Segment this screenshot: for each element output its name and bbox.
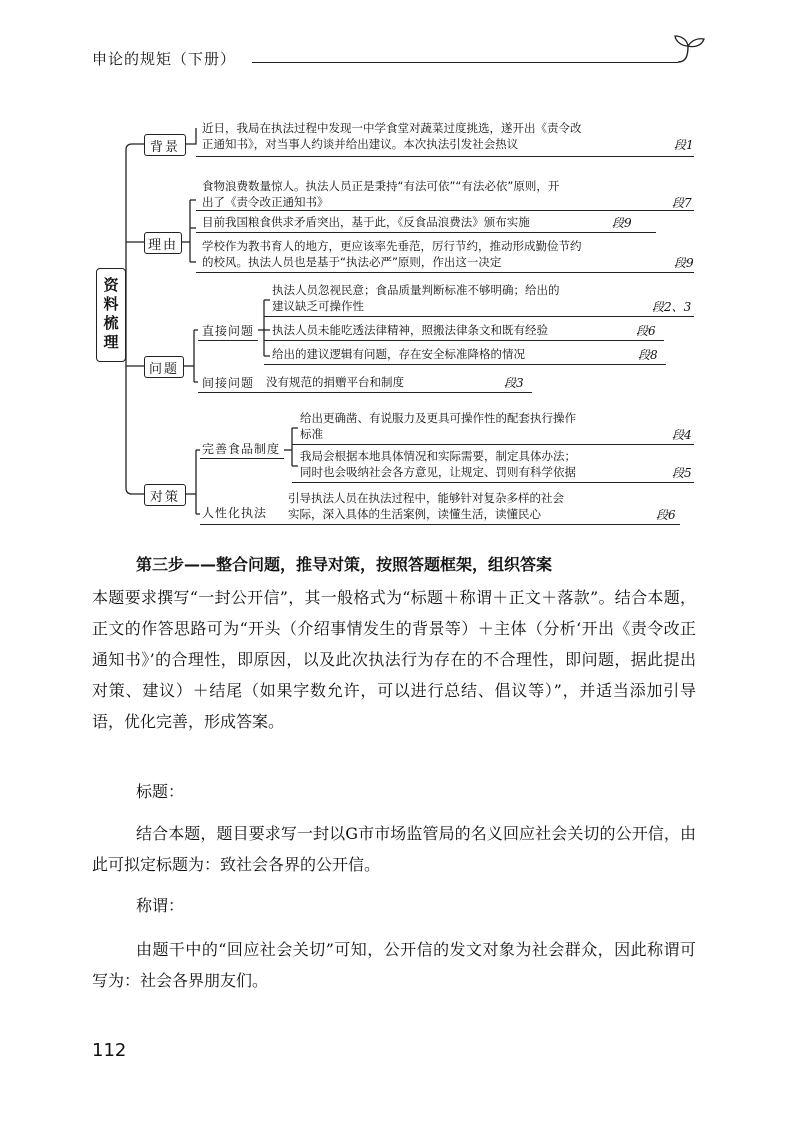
underline [198, 340, 258, 341]
underline [292, 482, 694, 483]
food-2-seg: 段5 [672, 466, 692, 480]
food-1-line2: 标准 [300, 427, 323, 441]
reason-2-line1: 目前我国粮食供求矛盾突出，基于此，《反食品浪费法》颁布实施 [202, 215, 530, 229]
reason-3-line1: 学校作为教书育人的地方，更应该率先垂范，厉行节约，推动形成勤俭节约 [202, 239, 582, 253]
node-improve-food-system: 完善食品制度 [202, 442, 281, 456]
direct-3-line1: 给出的建议逻辑有问题，存在安全标准降格的情况 [272, 347, 525, 361]
humane-line2: 实际，深入具体的生活案例，读懂生活，读懂民心 [288, 507, 541, 521]
underline [292, 444, 694, 445]
label-title: 标题： [136, 782, 185, 801]
running-header-title: 申论的规矩（下册） [92, 50, 237, 68]
indirect-seg: 段3 [504, 376, 524, 390]
food-2-line1: 我局会根据本地具体情况和实际需要，制定具体办法； [300, 449, 576, 463]
underline [264, 364, 666, 365]
reason-3-seg: 段9 [674, 256, 694, 270]
reason-3-line2: 的校风。执法人员也是基于“执法必严”原则，作出这一决定 [202, 255, 502, 269]
direct-3-seg: 段8 [638, 348, 658, 362]
underline [196, 232, 656, 233]
underline [196, 210, 694, 211]
step-heading: 第三步——整合问题，推导对策，按照答题框架，组织答案 [136, 555, 553, 574]
node-humane-enforcement: 人性化执法 [202, 506, 268, 520]
direct-1-line2: 建议缺乏可操作性 [272, 299, 364, 313]
node-direct-problem: 直接问题 [202, 324, 255, 338]
food-2-line2: 同时也会吸纳社会各方意见，让规定、罚则有科学依据 [300, 465, 576, 479]
underline [196, 156, 694, 157]
background-seg: 段1 [674, 138, 694, 152]
node-indirect-problem: 间接问题 [202, 376, 255, 390]
underline [200, 458, 284, 459]
humane-line1: 引导执法人员在执法过程中，能够针对复杂多样的社会 [288, 491, 564, 505]
paragraph-salutation: 由题干中的“回应社会关切”可知，公开信的发文对象为社会群众，因此称谓可写为：社会各界朋友们。 [92, 940, 696, 990]
background-text-line1: 近日，我局在执法过程中发现一中学食堂对蔬菜过度挑选，遂开出《责令改 [202, 121, 582, 135]
node-problem: 问题 [144, 356, 184, 378]
label-salutation: 称谓： [136, 896, 185, 915]
direct-1-line1: 执法人员忽视民意；食品质量判断标准不够明确；给出的 [272, 283, 560, 297]
direct-2-seg: 段6 [636, 324, 656, 338]
root-node-materials: 资料梳理 [96, 268, 126, 362]
page-number: 112 [92, 1040, 127, 1061]
underline [196, 272, 694, 273]
reason-1-line1: 食物浪费数量惊人。执法人员正是秉持“有法可依”“有法必依”原则，开 [202, 179, 560, 193]
direct-1-seg: 段2、3 [652, 300, 692, 314]
underline [200, 524, 680, 525]
node-countermeasure: 对策 [144, 484, 186, 506]
paragraph-title: 结合本题，题目要求写一封以G市市场监管局的名义回应社会关切的公开信，由此可拟定标题为：致社会各界的公开信。 [92, 824, 696, 874]
underline [264, 340, 664, 341]
humane-seg: 段6 [656, 508, 676, 522]
underline [264, 316, 694, 317]
paragraph-format: 本题要求撰写“一封公开信”，其一般格式为“标题＋称谓＋正文＋落款”。结合本题，正文的作答思路可为“开头（介绍事情发生的背景等）＋主体（分析‘开出《责令改正通知书》’的合理性，即原因，以及此次执法行为存在的不合理性，即问题，据此提出对策、建议）＋结尾（如果字数允许，可以进行总结、倡议等）”，并适当添加引导语，优化完善，形成答案。 [92, 588, 696, 731]
food-1-line1: 给出更确凿、有说服力及更具可操作性的配套执行操作 [300, 411, 576, 425]
indirect-text: 没有规范的捐赠平台和制度 [266, 375, 404, 389]
food-1-seg: 段4 [672, 428, 692, 442]
underline [198, 392, 532, 393]
background-text-line2: 正通知书》，对当事人约谈并给出建议。本次执法引发社会热议 [202, 137, 519, 151]
reason-1-line2: 出了《责令改正通知书》 [202, 195, 329, 209]
direct-2-line1: 执法人员未能吃透法律精神，照搬法律条文和既有经验 [272, 323, 548, 337]
reason-2-seg: 段9 [612, 216, 632, 230]
reason-1-seg: 段7 [672, 196, 692, 210]
node-reason: 理由 [144, 232, 182, 254]
node-background: 背景 [144, 134, 186, 156]
